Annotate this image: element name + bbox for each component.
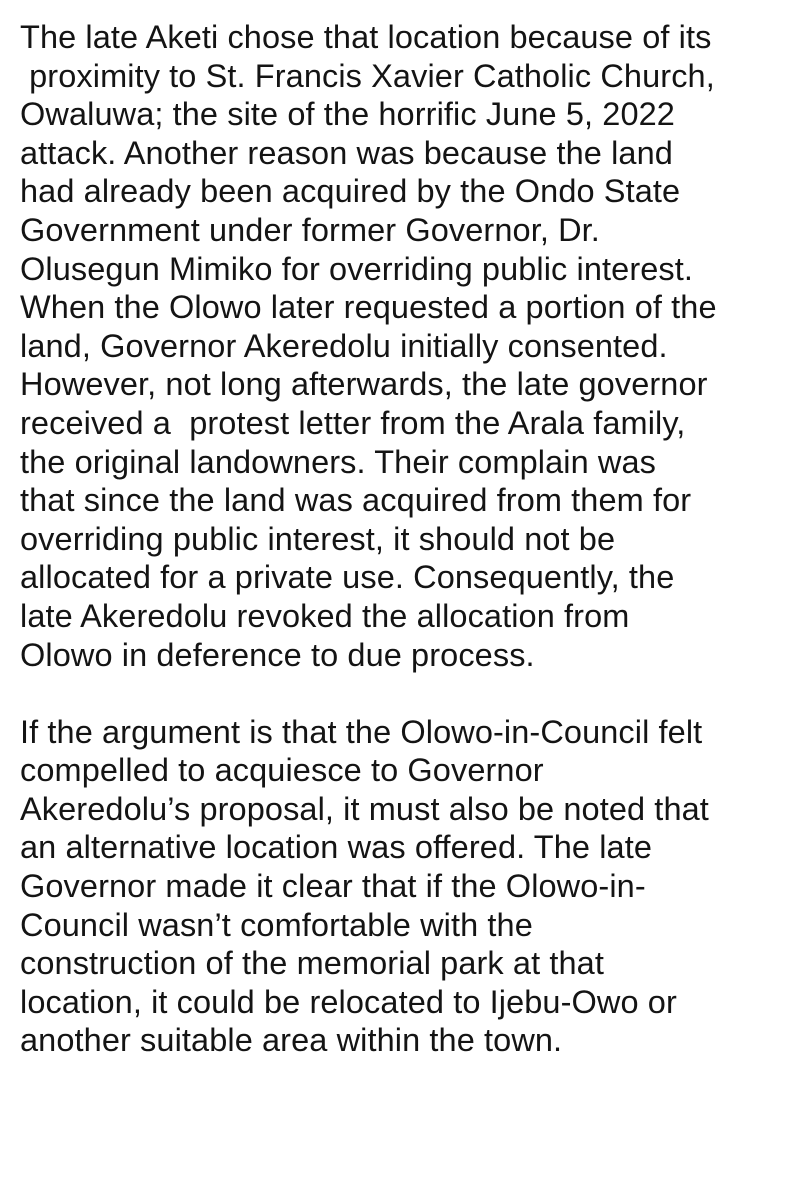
text-line: that since the land was acquired from them for bbox=[20, 482, 692, 519]
text-line: However, not long afterwards, the late governor bbox=[20, 366, 708, 403]
text-line: If the argument is that the Olowo-in-Council felt bbox=[20, 713, 703, 750]
text-line: Olowo in deference to due process. bbox=[20, 636, 535, 673]
text-line: attack. Another reason was because the land bbox=[20, 134, 673, 171]
text-line: received a protest letter from the Arala family, bbox=[20, 404, 686, 441]
text-line: another suitable area within the town. bbox=[20, 1022, 563, 1059]
text-line: compelled to acquiesce to Governor bbox=[20, 752, 544, 789]
text-line: location, it could be relocated to Ijebu-Owo or bbox=[20, 983, 677, 1020]
text-line: an alternative location was offered. The late bbox=[20, 829, 653, 866]
text-line: Owaluwa; the site of the horrific June 5, 2022 bbox=[20, 96, 675, 133]
text-line: proximity to St. Francis Xavier Catholic Church, bbox=[20, 57, 715, 94]
text-line: When the Olowo later requested a portion of the bbox=[20, 289, 717, 326]
text-line: Olusegun Mimiko for overriding public interest. bbox=[20, 250, 694, 287]
text-line: the original landowners. Their complain was bbox=[20, 443, 656, 480]
text-line: Council wasn’t comfortable with the bbox=[20, 906, 533, 943]
text-line: overriding public interest, it should not be bbox=[20, 520, 616, 557]
document-body bbox=[20, 18, 790, 1060]
text-line: Akeredolu’s proposal, it must also be noted that bbox=[20, 790, 709, 827]
text-line: late Akeredolu revoked the allocation from bbox=[20, 597, 630, 634]
text-line: Government under former Governor, Dr. bbox=[20, 211, 600, 248]
text-line: land, Governor Akeredolu initially consented. bbox=[20, 327, 668, 364]
paragraph-2 bbox=[20, 713, 790, 1060]
paragraph-1 bbox=[20, 18, 790, 674]
text-line: The late Aketi chose that location because of its bbox=[20, 19, 712, 55]
text-line: had already been acquired by the Ondo State bbox=[20, 173, 681, 210]
text-line: Governor made it clear that if the Olowo-in- bbox=[20, 868, 646, 905]
text-line: construction of the memorial park at that bbox=[20, 945, 604, 982]
text-line: allocated for a private use. Consequently, the bbox=[20, 559, 675, 596]
